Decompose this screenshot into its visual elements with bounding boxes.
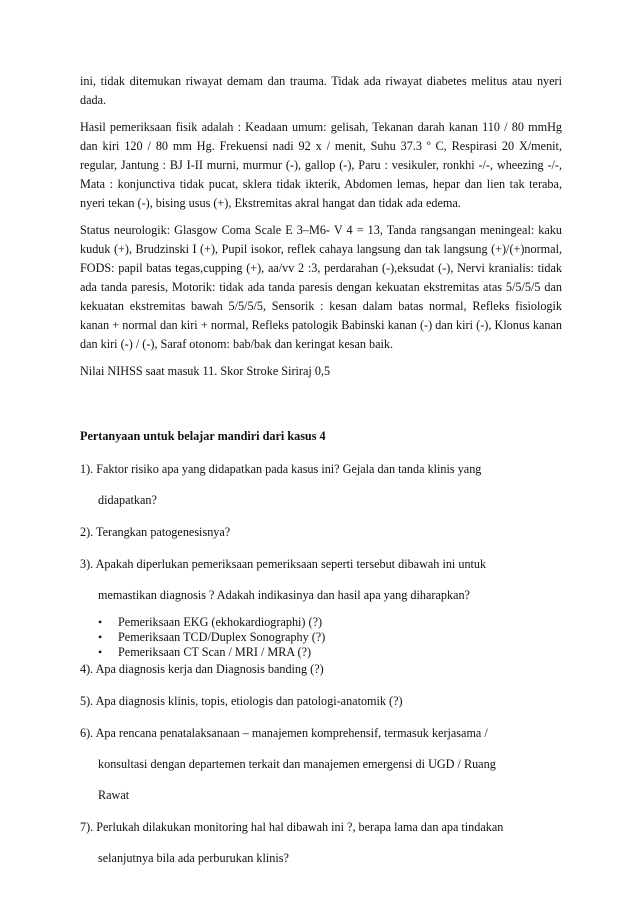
exam-list	[80, 615, 562, 660]
paragraph-physical-exam: Hasil pemeriksaan fisik adalah : Keadaan umum: gelisah, Tekanan darah kanan 110 / 80 mmHg dan kiri 120 / 80 mm Hg. Frekuensi nadi 92 x / menit, Suhu 37.3 º C, Respirasi 20 X/menit, regular, Jantung : BJ I-II murni, murmur (-), gallop (-), Paru : vesikuler, ronkhi -/-, wheezing -/-, Mata : konjunctiva tidak pucat, sklera tidak ikterik, Abdomen lemas, hepar dan lien tak teraba, nyeri tekan (-), bising usus (+), Ekstremitas akral hangat dan tidak ada edema.	[80, 120, 562, 210]
paragraph-neurologic-status: Status neurologik: Glasgow Coma Scale E 3–M6- V 4 = 13, Tanda rangsangan meningeal: kaku kuduk (+), Brudzinski I (+), Pupil isokor, reflek cahaya langsung dan tak langsung (+)/(+)normal, FODS: papil batas tegas,cupping (+), aa/vv 2 :3, perdarahan (-),eksudat (-), Nervi kranialis: tidak ada tanda paresis, Motorik: tidak ada tanda paresis dengan kekuatan ekstremitas atas 5/5/5/5 dan kekuatan ekstremitas bawah 5/5/5/5, Sensorik : kesan dalam batas normal, Refleks fisiologik kanan + normal dan kiri + normal, Refleks patologik Babinski kanan (-) dan kiri (-), Klonus kanan dan kiri (-) / (-), Saraf otonom: bab/bak dan keringat kesan baik.	[80, 223, 562, 351]
document-page	[80, 72, 562, 868]
question-4	[80, 660, 562, 679]
paragraph-history: ini, tidak ditemukan riwayat demam dan trauma. Tidak ada riwayat diabetes melitus atau nyeri dada.	[80, 74, 562, 107]
question-5-line-1: 5). Apa diagnosis klinis, topis, etiologis dan patologi-anatomik (?)	[80, 694, 403, 708]
question-6-line-2: konsultasi dengan departemen terkait dan manajemen emergensi di UGD / Ruang	[98, 757, 496, 771]
question-2-line-1: 2). Terangkan patogenesisnya?	[80, 525, 231, 539]
question-7-line-2: selanjutnya bila ada perburukan klinis?	[98, 851, 289, 865]
question-2	[80, 523, 562, 542]
question-6-line-1: 6). Apa rencana penatalaksanaan – manajemen komprehensif, termasuk kerjasama /	[80, 726, 488, 740]
question-1-line-1: 1). Faktor risiko apa yang didapatkan pada kasus ini? Gejala dan tanda klinis yang	[80, 462, 482, 476]
exam-list-item: • Pemeriksaan EKG (ekhokardiographi) (?)	[98, 615, 562, 630]
question-1	[80, 460, 562, 510]
question-3	[80, 555, 562, 660]
question-7-line-1: 7). Perlukah dilakukan monitoring hal hal dibawah ini ?, berapa lama dan apa tindakan	[80, 820, 504, 834]
question-6-line-3: Rawat	[98, 788, 130, 802]
question-1-line-2: didapatkan?	[98, 493, 157, 507]
paragraph-nihss-score: Nilai NIHSS saat masuk 11. Skor Stroke Siriraj 0,5	[80, 364, 331, 378]
question-3-line-1: 3). Apakah diperlukan pemeriksaan pemeriksaan seperti tersebut dibawah ini untuk	[80, 557, 487, 571]
question-4-line-1: 4). Apa diagnosis kerja dan Diagnosis banding (?)	[80, 662, 324, 676]
exam-list-item: • Pemeriksaan CT Scan / MRI / MRA (?)	[98, 645, 562, 660]
exam-list-item: • Pemeriksaan TCD/Duplex Sonography (?)	[98, 630, 562, 645]
question-6	[80, 724, 562, 805]
question-3-line-2: memastikan diagnosis ? Adakah indikasinya dan hasil apa yang diharapkan?	[98, 588, 470, 602]
question-7	[80, 818, 562, 868]
question-5	[80, 692, 562, 711]
section-heading: Pertanyaan untuk belajar mandiri dari kasus 4	[80, 429, 326, 443]
